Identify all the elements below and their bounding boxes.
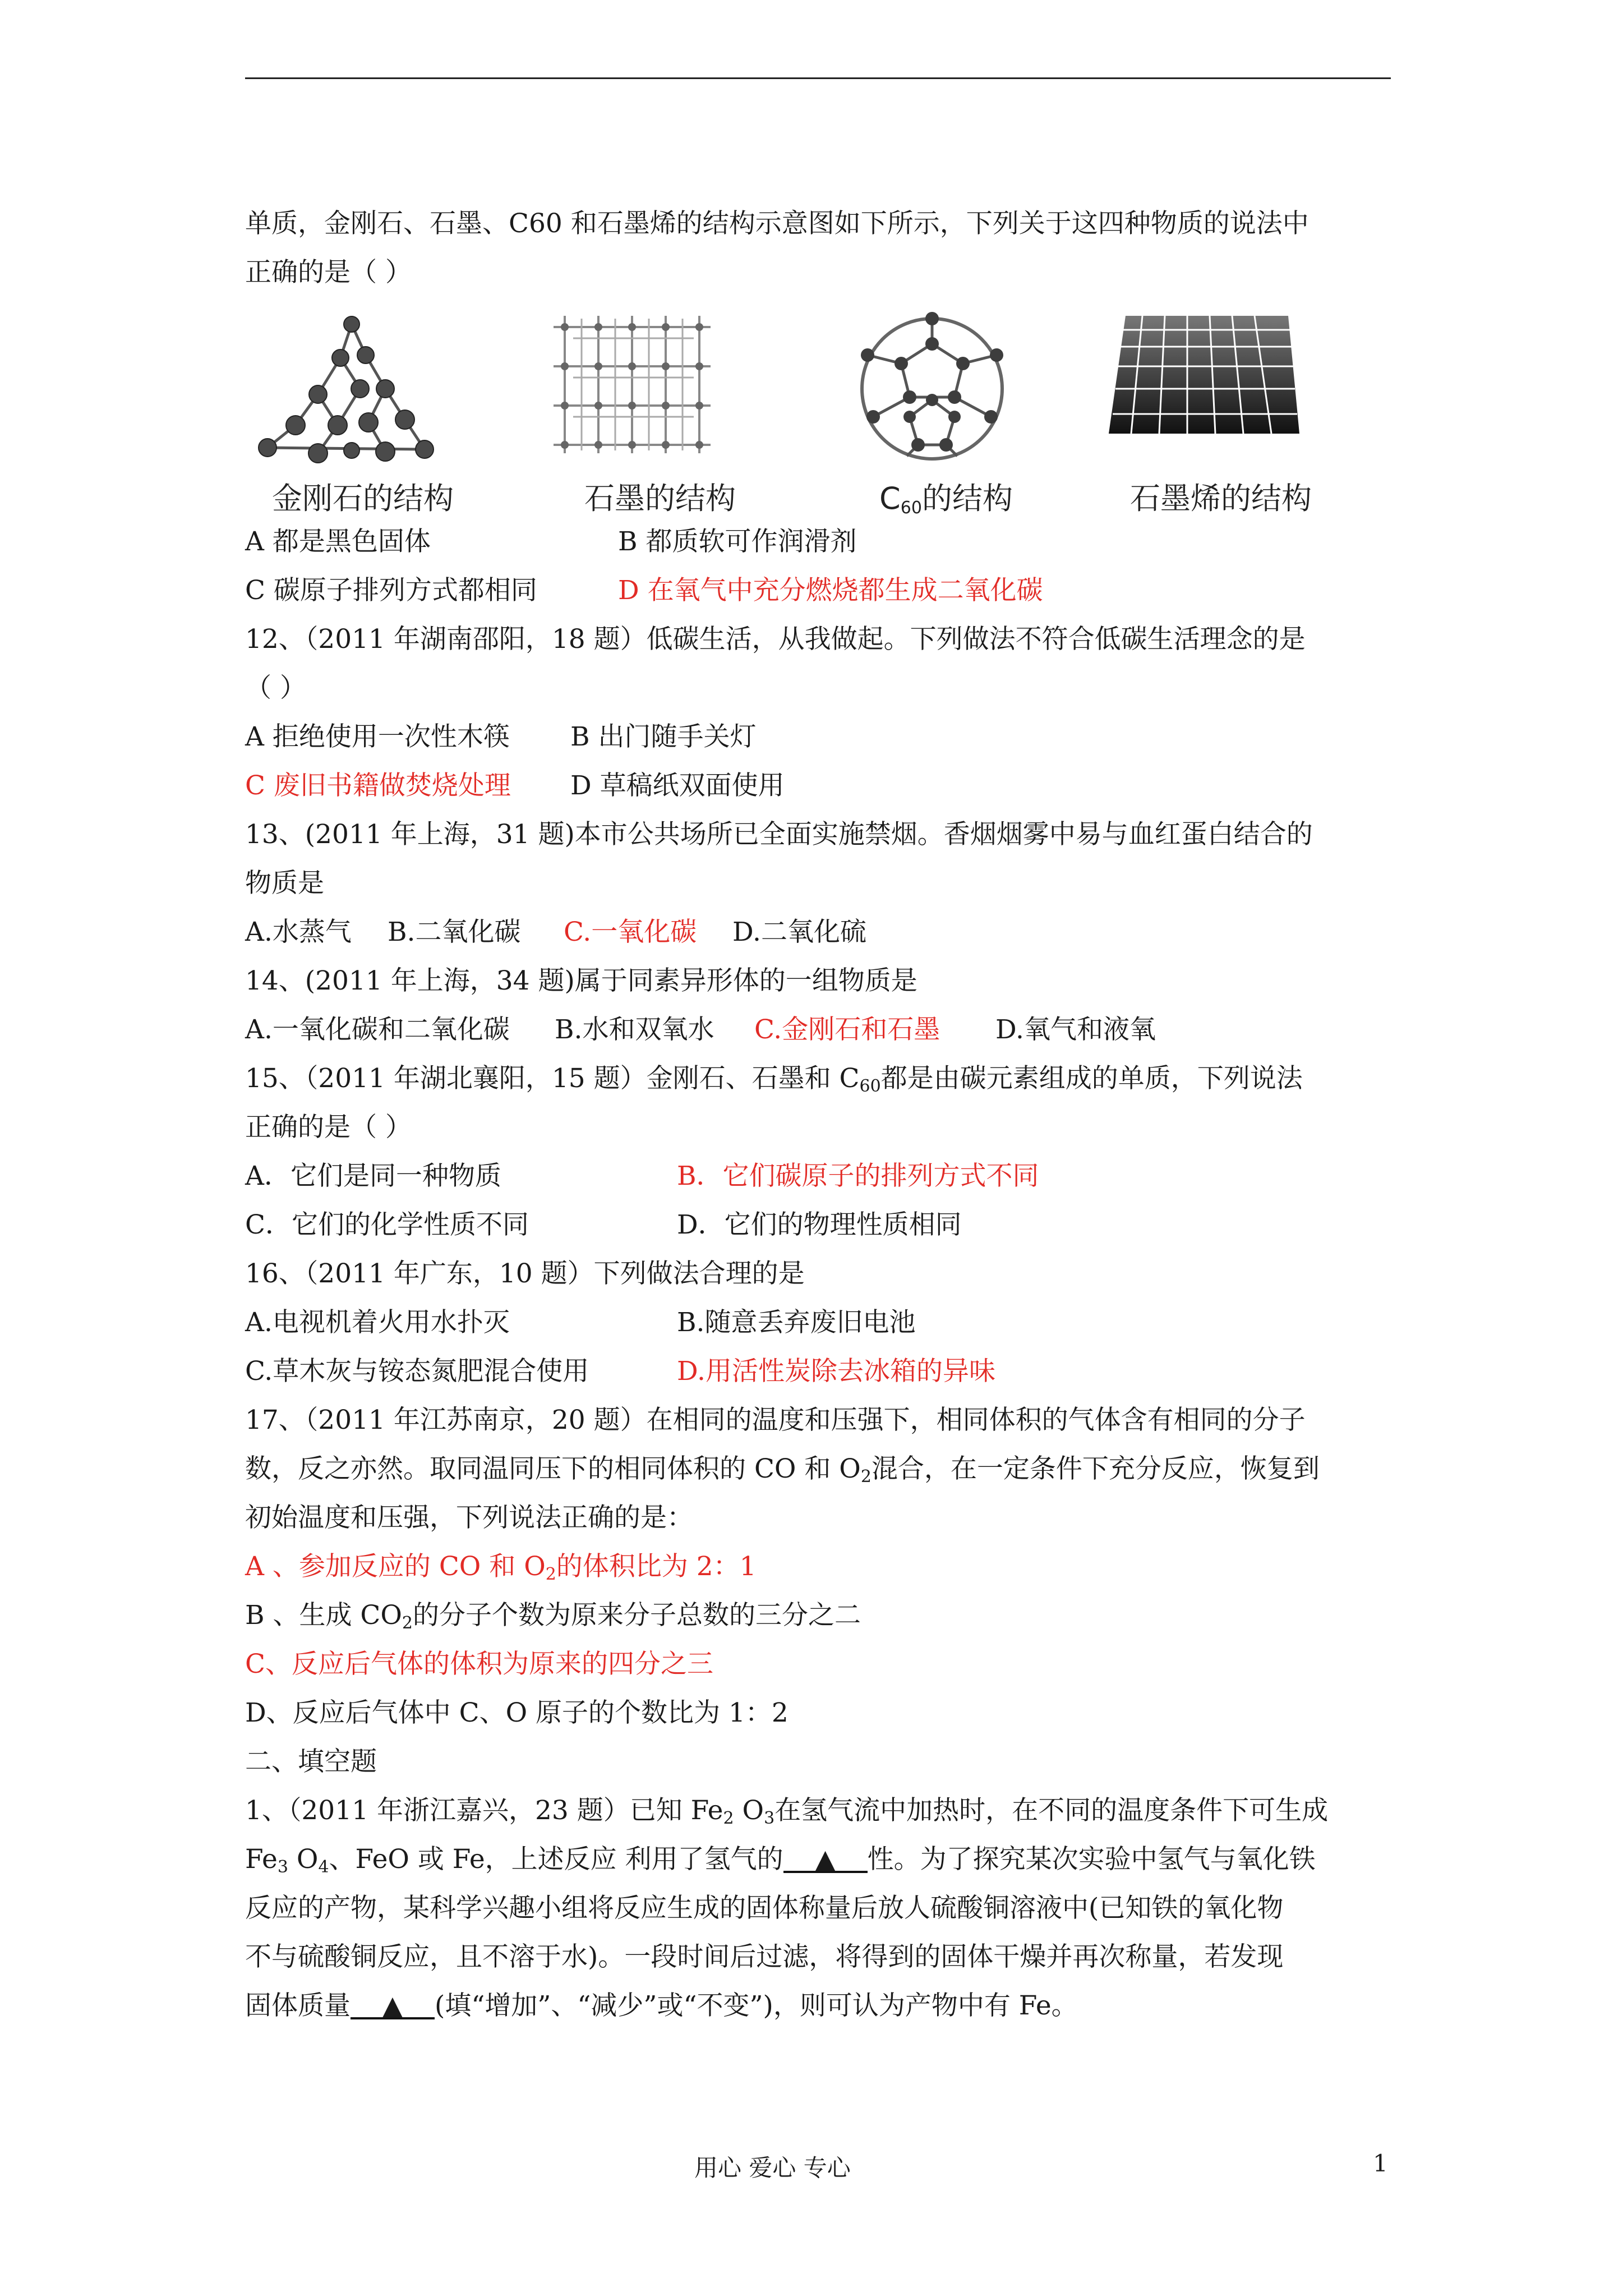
diamond-structure-image [245,305,481,478]
q13-option-a: A.水蒸气 [245,917,352,947]
q14-option-b: B.水和双氧水 [555,1014,714,1045]
diamond-figure [245,305,481,514]
fill1-line-4: 不与硫酸铜反应，且不溶于水)。一段时间后过滤，将得到的固体干燥并再次称量，若发现 [245,1941,1284,1972]
graphene-figure [1103,305,1339,514]
q17-option-a: A 、参加反应的 CO 和 $O_2$的体积比为 2：1 [245,1551,757,1584]
q12-stem-2: （ ） [245,673,306,703]
fill1-line-3: 反应的产物，某科学兴趣小组将反应生成的固体称量后放人硫酸铜溶液中(已知铁的氧化物 [245,1893,1284,1924]
q14-option-d: D.氧气和液氧 [995,1014,1156,1045]
q15-option-d: D．它们的物理性质相同 [677,1209,962,1240]
q12-row-ab [245,712,1395,761]
q16-option-c: C.草木灰与铵态氮肥混合使用 [245,1356,589,1387]
q17-stem-1: 17、（2011 年江苏南京，20 题）在相同的温度和压强下，相同体积的气体含有相同的分子 [245,1405,1306,1435]
answer-blank-2: ▲ [351,1995,435,2019]
q17-option-b: B 、生成 $CO_2$的分子个数为原来分子总数的三分之二 [245,1600,861,1633]
graphite-figure [542,305,778,514]
q16-option-a: A.电视机着火用水扑灭 [245,1307,510,1338]
graphite-structure-image [542,305,778,478]
q12-option-c: C 废旧书籍做焚烧处理 [245,770,511,801]
fill1-line-2: $Fe_3$ $O_4$、FeO 或 Fe，上述反应 利用了氢气的 ▲ 性。为了探究某次实验中氢气与氧化铁 [245,1844,1316,1877]
q15-row-cd [245,1200,1395,1249]
q16-option-b: B.随意丢弃废旧电池 [677,1307,916,1338]
q16-row-cd [245,1347,1395,1396]
q13-options [245,908,1395,956]
q14-stem: 14、(2011 年上海，34 题)属于同素异形体的一组物质是 [245,965,917,996]
q13-stem-1: 13、(2011 年上海，31 题)本市公共场所已全面实施禁烟。香烟烟雾中易与血红蛋白结合的 [245,819,1313,850]
c60-structure-image [828,305,1064,478]
graphene-structure-image [1103,305,1339,478]
q12-option-a: A 拒绝使用一次性木筷 [245,721,510,752]
q13-option-b: B.二氧化碳 [388,917,521,947]
q17-stem-3: 初始温度和压强，下列说法正确的是： [245,1502,693,1533]
q11-option-a: A 都是黑色固体 [245,526,431,557]
answer-blank-1: ▲ [783,1848,868,1873]
page-number: 1 [1373,2150,1388,2177]
q11-option-b: B 都质软可作润滑剂 [618,526,857,557]
graphene-caption: 石墨烯的结构 [1130,481,1312,516]
q12-option-b: B 出门随手关灯 [570,721,757,752]
fill1-line-1: 1、（2011 年浙江嘉兴，23 题）已知 $Fe_2$ $O_3$在氢气流中加热时，在不同的温度条件下可生成 [245,1795,1329,1828]
footer-motto: 用心 爱心 专心 [694,2154,851,2182]
header-rule [245,77,1391,79]
intro-line-2: 正确的是（ ） [245,257,412,288]
q14-options [245,1005,1395,1054]
q14-option-c: C.金刚石和石墨 [754,1014,940,1045]
q12-stem-1: 12、（2011 年湖南邵阳，18 题）低碳生活，从我做起。下列做法不符合低碳生活理念的是 [245,624,1306,655]
c60-caption: $C_{60}$的结构 [879,481,1013,518]
q11-option-d: D 在氧气中充分燃烧都生成二氧化碳 [618,575,1043,606]
intro-line-1: 单质，金刚石、石墨、C60 和石墨烯的结构示意图如下所示，下列关于这四种物质的说法中 [245,208,1309,239]
q15-row-ab [245,1152,1395,1200]
q15-stem-1: 15、（2011 年湖北襄阳，15 题）金刚石、石墨和 $C_{60}$都是由碳元素组成的单质，下列说法 [245,1063,1303,1096]
q17-option-d: D、反应后气体中 C、O 原子的个数比为 1：2 [245,1697,789,1728]
c60-figure [828,305,1064,518]
section-2-title: 二、填空题 [245,1746,377,1777]
q15-option-a: A．它们是同一种物质 [245,1161,501,1191]
q12-row-cd [245,761,1395,810]
q17-stem-2: 数，反之亦然。取同温同压下的相同体积的 CO 和 $O_2$混合，在一定条件下充分反应，恢复到 [245,1453,1320,1487]
q17-option-c: C、反应后气体的体积为原来的四分之三 [245,1649,713,1680]
q16-stem: 16、（2011 年广东，10 题）下列做法合理的是 [245,1258,805,1289]
q15-option-b: B．它们碳原子的排列方式不同 [677,1161,1039,1191]
q13-option-c: C.一氧化碳 [564,917,697,947]
q11-option-c: C 碳原子排列方式都相同 [245,575,537,606]
q13-stem-2: 物质是 [245,868,324,899]
fill1-line-5: 固体质量 ▲ (填“增加”、“减少”或“不变”)，则可认为产物中有 Fe。 [245,1990,1078,2021]
document-body [245,199,1395,2030]
q14-option-a: A.一氧化碳和二氧化碳 [245,1014,510,1045]
q16-row-ab [245,1298,1395,1347]
structure-figures [245,297,1395,517]
q16-option-d: D.用活性炭除去冰箱的异味 [677,1356,995,1387]
q13-option-d: D.二氧化硫 [732,917,866,947]
q15-stem-2: 正确的是（ ） [245,1112,412,1143]
diamond-caption: 金刚石的结构 [272,481,454,516]
q12-option-d: D 草稿纸双面使用 [570,770,785,801]
q11-row-ab [245,517,1395,566]
graphite-caption: 石墨的结构 [584,481,736,516]
q11-row-cd [245,566,1395,615]
q15-option-c: C．它们的化学性质不同 [245,1209,529,1240]
